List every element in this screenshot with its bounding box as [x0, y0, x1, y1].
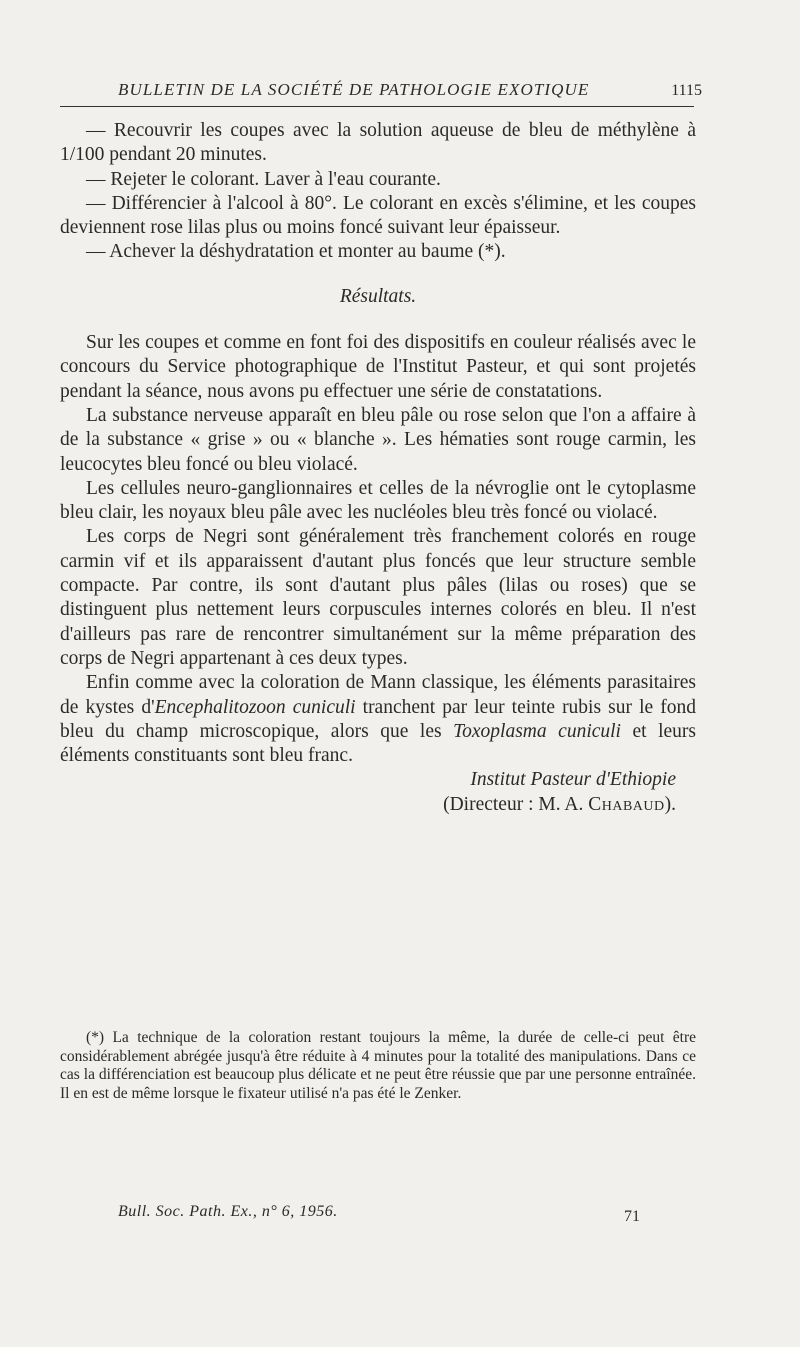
- results-paragraph-final: [60, 671, 696, 768]
- page-number: 1115: [671, 82, 702, 99]
- director-prefix: (Directeur : M. A.: [443, 793, 584, 815]
- header-rule: [60, 106, 694, 107]
- section-heading: Résultats.: [339, 285, 417, 307]
- signature-director: [60, 793, 696, 817]
- footnote-reference: (*).: [478, 241, 506, 263]
- results-paragraph: Les cellules neuro-ganglionnaires et celles de la névroglie ont le cytoplasme bleu clair, les noyaux bleu pâle avec les nucléoles bleu très foncé ou violacé.: [60, 477, 696, 524]
- procedure-step: — Différencier à l'alcool à 80°. Le colorant en excès s'élimine, et les coupes deviennent rose lilas plus ou moins foncé suivant leur épaisseur.: [60, 192, 696, 239]
- text-run: Enfin comme avec la coloration de Mann classique, les éléments parasitaires de kystes d': [60, 672, 696, 718]
- footnote-text: (*) La technique de la coloration restant toujours la même, la durée de celle-ci peut être considérablement abrégée jusqu'à être réduite à 4 minutes pour la totalité des manipulations. Dans ce cas la différenciation est beaucoup plus délicate et ne peut être réussie que par une personne entraînée. Il en est de même lorsque le fixateur utilisé n'a pas été le Zenker.: [60, 1029, 696, 1102]
- footer-citation: Bull. Soc. Path. Ex., n° 6, 1956.: [118, 1203, 338, 1220]
- footer-sheet-number: 71: [624, 1208, 640, 1225]
- procedure-step-text: — Achever la déshydratation et monter au baume: [86, 241, 474, 263]
- director-name: Chabaud: [588, 793, 665, 815]
- procedure-step-final: [60, 240, 696, 264]
- procedure-step: — Rejeter le colorant. Laver à l'eau courante.: [86, 168, 441, 190]
- body-text: [60, 119, 696, 817]
- running-title: BULLETIN DE LA SOCIÉTÉ DE PATHOLOGIE EXOTIQUE: [118, 80, 590, 99]
- signature-institute: Institut Pasteur d'Ethiopie: [470, 769, 676, 791]
- species-name: Encephalitozoon cuniculi: [154, 696, 356, 718]
- running-head: [60, 80, 710, 104]
- results-paragraph: Les corps de Negri sont généralement très franchement colorés en rouge carmin vif et ils apparaissent d'autant plus foncés que leur structure semble compacte. Par contre, ils sont d'autant plus pâles (lilas ou roses) que se distinguent plus nettement leurs corpuscules internes colorés en bleu. Il n'est d'ailleurs pas rare de rencontrer simultanément sur la même préparation des corps de Negri appartenant à ces deux types.: [60, 526, 696, 669]
- results-paragraph: Sur les coupes et comme en font foi des dispositifs en couleur réalisés avec le concours du Service photographique de l'Institut Pasteur, et qui sont projetés pendant la séance, nous avons pu effectuer une série de constatations.: [60, 332, 696, 402]
- footnote: [60, 1029, 696, 1103]
- species-name: Toxoplasma cuniculi: [453, 720, 621, 742]
- results-paragraph: La substance nerveuse apparaît en bleu pâle ou rose selon que l'on a affaire à de la substance « grise » ou « blanche ». Les hématies sont rouge carmin, les leucocytes bleu foncé ou bleu violacé.: [60, 404, 696, 475]
- text-run: tranchent par leur teinte rubis sur le fond bleu du champ microscopique, alors que les: [60, 696, 696, 742]
- director-suffix: ).: [664, 793, 676, 815]
- procedure-step: — Recouvrir les coupes avec la solution aqueuse de bleu de méthylène à 1/100 pendant 20 minutes.: [60, 120, 696, 166]
- text-run: et leurs éléments constituants sont bleu franc.: [60, 720, 696, 767]
